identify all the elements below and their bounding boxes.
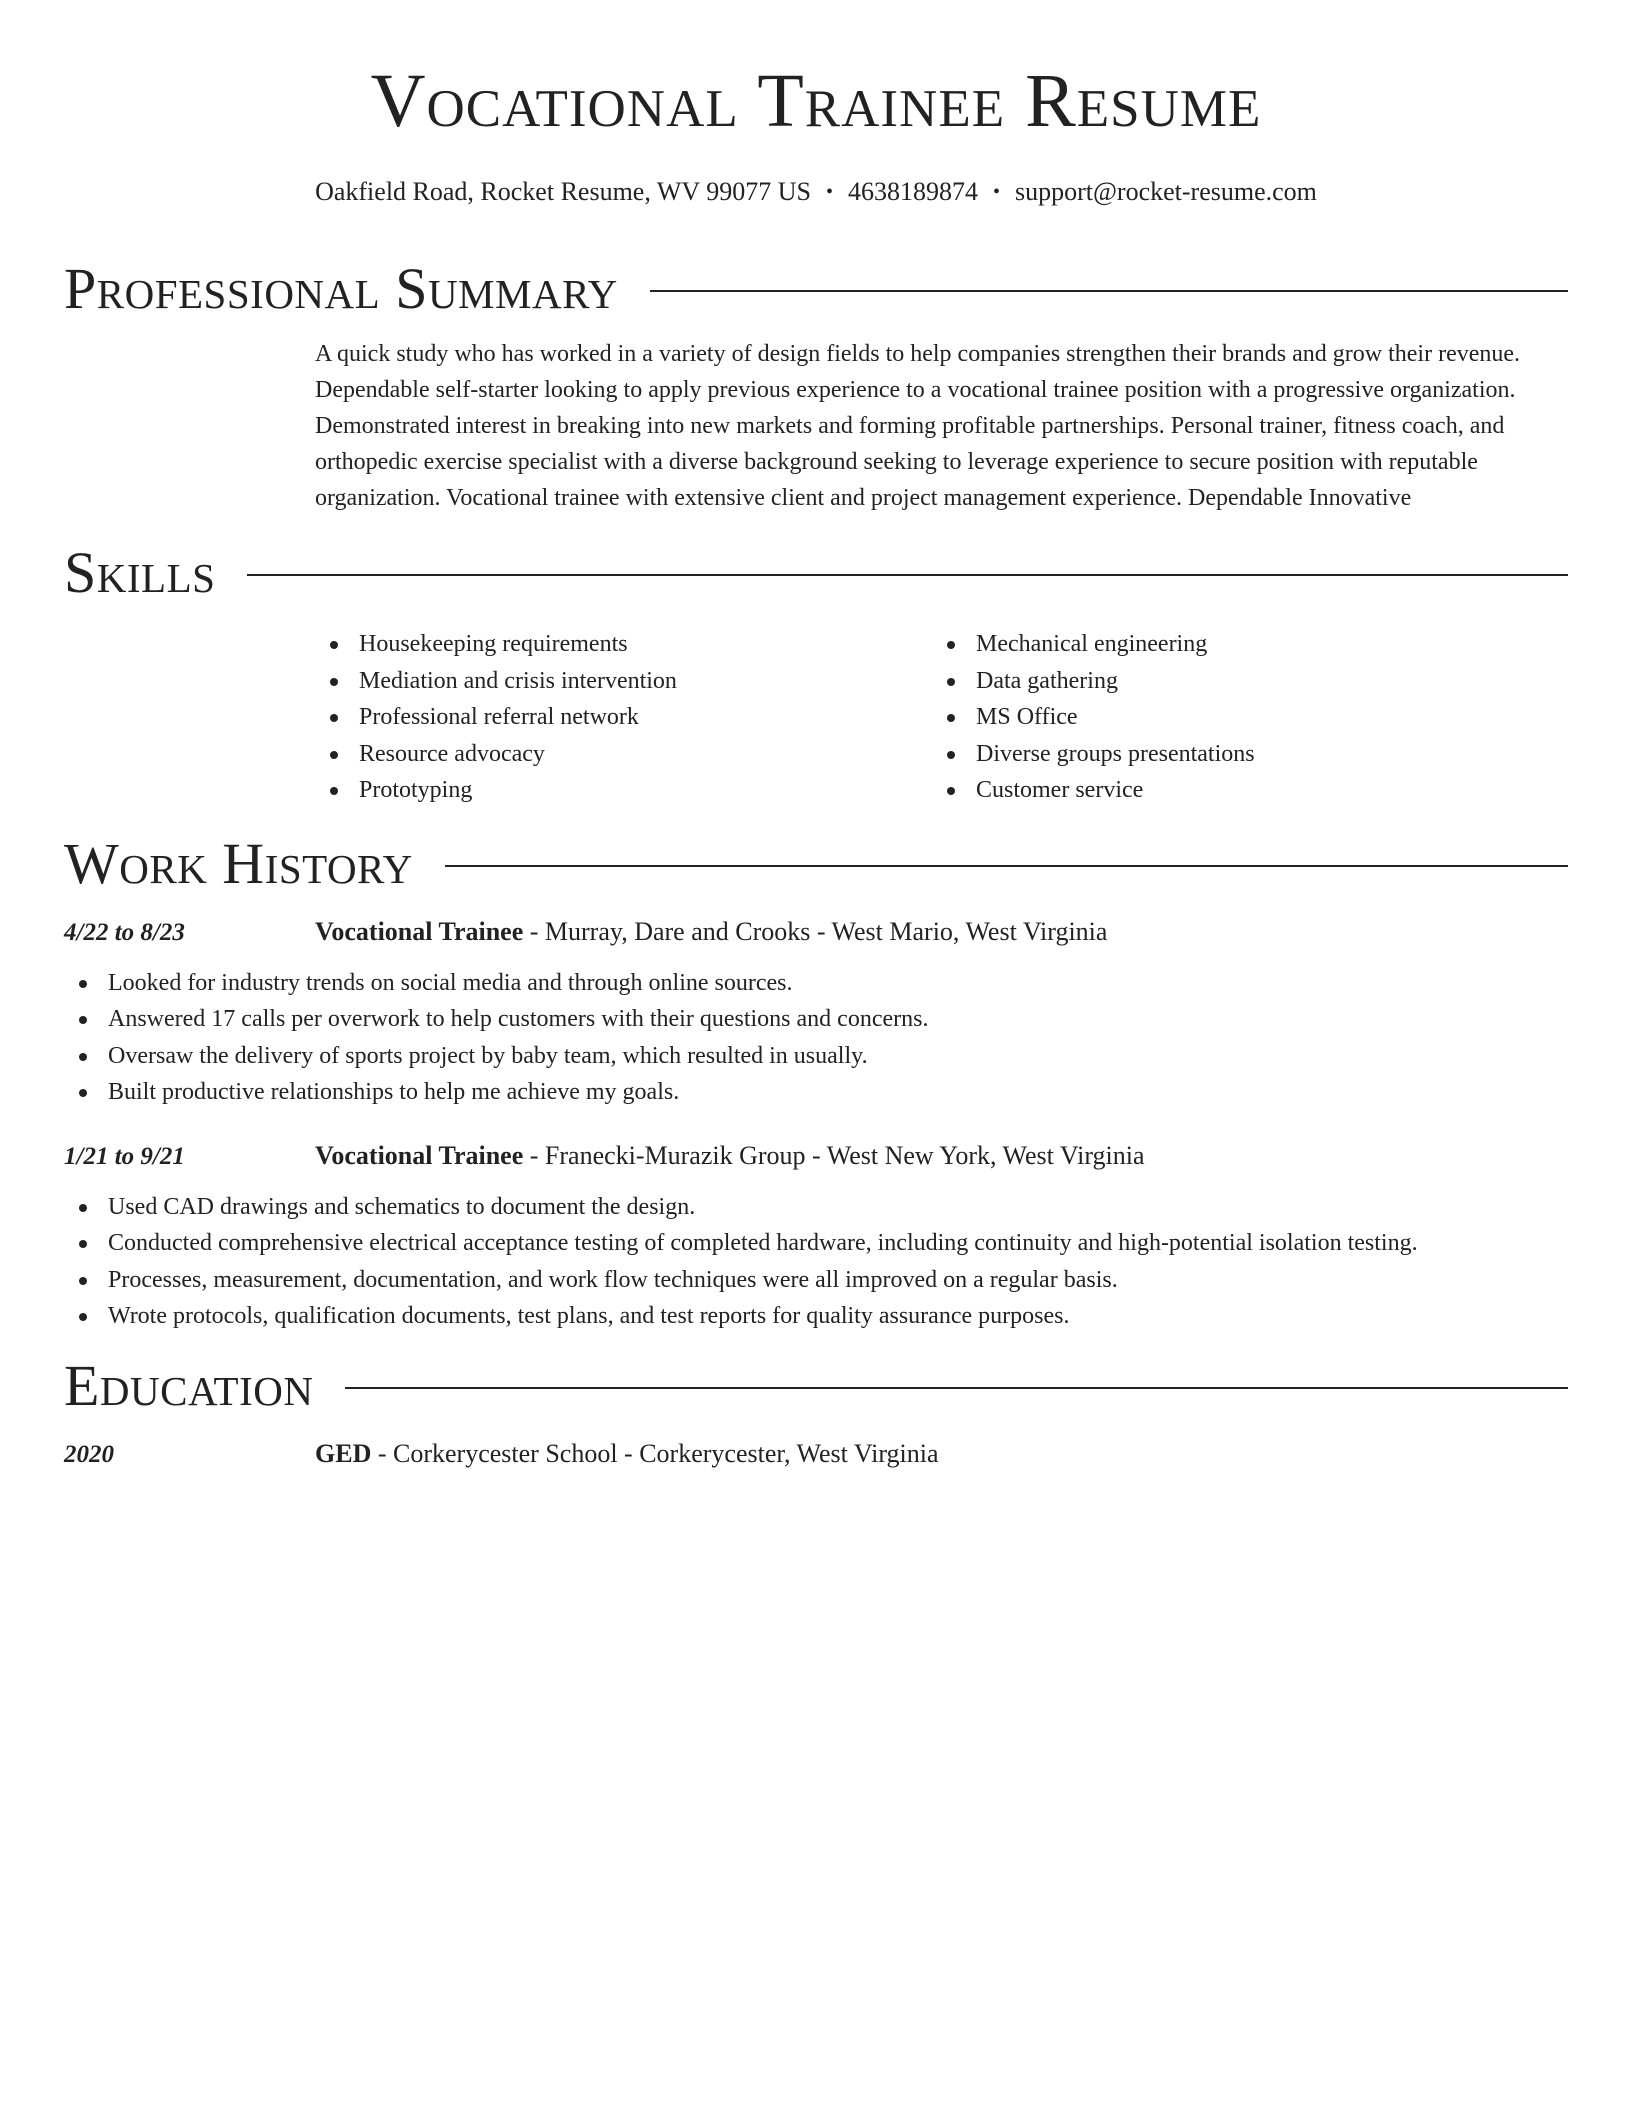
job-header (315, 915, 1107, 949)
work-heading: Work History (64, 830, 413, 896)
job-bullet: Used CAD drawings and schematics to document the design. (64, 1189, 1568, 1226)
job-details: - Franecki-Murazik Group - West New York, West Virginia (523, 1140, 1145, 1170)
education-entry (64, 1437, 1568, 1471)
skill-item: Mediation and crisis intervention (315, 663, 932, 700)
contact-phone: 4638189874 (847, 177, 978, 206)
skill-item: Mechanical engineering (932, 626, 1549, 663)
skills-list-right (932, 626, 1549, 809)
skills-grid (315, 626, 1568, 809)
job-bullets (64, 1189, 1568, 1335)
contact-email: support@rocket-resume.com (1014, 177, 1317, 206)
skills-heading: Skills (64, 540, 216, 605)
job-bullet: Conducted comprehensive electrical acceptance testing of completed hardware, including continuity and high-potential isolation testing. (64, 1225, 1568, 1262)
education-heading: Education (64, 1352, 314, 1418)
skills-section-header (64, 542, 1568, 604)
summary-text: A quick study who has worked in a variety of design fields to help companies strengthen their brands and grow their revenue. Dependable self-starter looking to apply previous experience to a vocational trainee position with a progressive organization. Demonstrated interest in breaking into new markets and forming profitable partnerships. Personal trainer, fitness coach, and orthopedic exercise specialist with a diverse background seeking to leverage experience to secure position with reputable organization. Vocational trainee with extensive client and project management experience. Dependable Innovative (315, 341, 1521, 511)
education-details: - Corkerycester School - Corkerycester, West Virginia (371, 1438, 939, 1468)
job-title: Vocational Trainee (315, 1140, 524, 1170)
summary-section-header (64, 258, 1568, 320)
job-title: Vocational Trainee (315, 916, 524, 946)
section-divider (247, 574, 1568, 576)
job-bullet: Wrote protocols, qualification documents, test plans, and test reports for quality assurance purposes. (64, 1298, 1568, 1335)
education-year: 2020 (64, 1440, 114, 1468)
resume-page (64, 0, 1568, 1471)
job-details: - Murray, Dare and Crooks - West Mario, West Virginia (523, 916, 1108, 946)
job-header (315, 1139, 1145, 1173)
skill-item: Customer service (932, 772, 1549, 809)
section-divider (345, 1387, 1568, 1389)
job-bullets (64, 965, 1568, 1111)
skill-item: Data gathering (932, 663, 1549, 700)
skill-item: Diverse groups presentations (932, 736, 1549, 773)
education-degree: GED (315, 1438, 372, 1468)
section-divider (445, 865, 1568, 867)
job-bullet: Built productive relationships to help me achieve my goals. (64, 1074, 1568, 1111)
contact-line (64, 176, 1568, 208)
job-entry (64, 915, 1568, 949)
education-header (315, 1437, 939, 1471)
job-entry (64, 1139, 1568, 1173)
job-bullet: Looked for industry trends on social media and through online sources. (64, 965, 1568, 1002)
skills-list-left (315, 626, 932, 809)
job-bullet: Answered 17 calls per overwork to help customers with their questions and concerns. (64, 1001, 1568, 1038)
job-bullet: Processes, measurement, documentation, and work flow techniques were all improved on a regular basis. (64, 1262, 1568, 1299)
skill-item: Prototyping (315, 772, 932, 809)
skill-item: MS Office (932, 699, 1549, 736)
contact-separator: • (825, 181, 833, 203)
resume-title: Vocational Trainee Resume (370, 59, 1262, 143)
work-section-header (64, 830, 1568, 896)
contact-address: Oakfield Road, Rocket Resume, WV 99077 US (315, 177, 811, 206)
job-dates: 4/22 to 8/23 (64, 918, 185, 946)
skill-item: Housekeeping requirements (315, 626, 932, 663)
education-section-header (64, 1352, 1568, 1418)
summary-heading: Professional Summary (64, 256, 618, 321)
job-bullet: Oversaw the delivery of sports project by baby team, which resulted in usually. (64, 1038, 1568, 1075)
contact-separator: • (992, 181, 1000, 203)
skill-item: Professional referral network (315, 699, 932, 736)
skill-item: Resource advocacy (315, 736, 932, 773)
section-divider (650, 290, 1568, 292)
job-dates: 1/21 to 9/21 (64, 1142, 185, 1170)
